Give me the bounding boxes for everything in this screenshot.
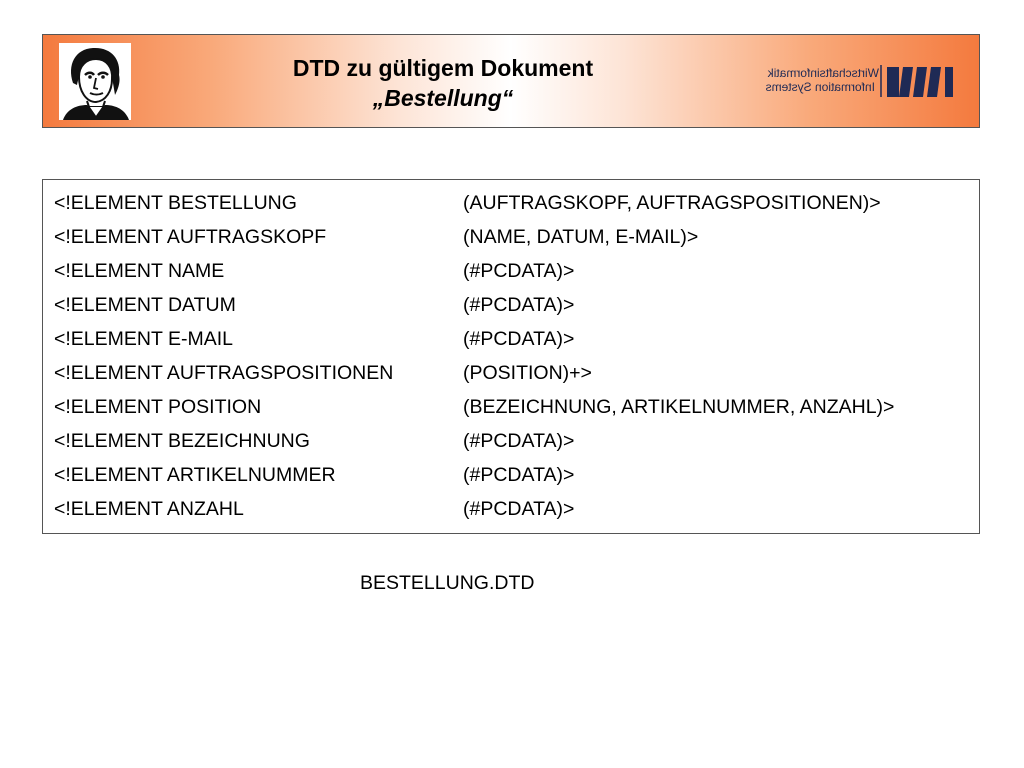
dtd-content-model: (#PCDATA)> [463,328,575,350]
dtd-content-model: (POSITION)+> [463,362,592,384]
wi-is-logo-icon [763,59,963,105]
file-name-label: BESTELLUNG.DTD [360,572,535,594]
dtd-element-declaration: <!ELEMENT NAME [54,260,225,282]
dtd-element-declaration: <!ELEMENT AUFTRAGSKOPF [54,226,327,248]
dtd-content-model: (#PCDATA)> [463,260,575,282]
slide-title-block [243,53,643,113]
logo-text-line2: Information Systems [765,80,875,94]
dtd-listing [42,179,980,534]
dtd-row [43,186,979,220]
dtd-element-declaration: <!ELEMENT BEZEICHNUNG [54,430,310,452]
dtd-row [43,220,979,254]
slide-title: DTD zu gültigem Dokument [292,55,594,81]
dtd-content-model: (AUFTRAGSKOPF, AUFTRAGSPOSITIONEN)> [463,192,881,214]
dtd-element-declaration: <!ELEMENT AUFTRAGSPOSITIONEN [54,362,394,384]
dtd-content-model: (BEZEICHNUNG, ARTIKELNUMMER, ANZAHL)> [463,396,895,418]
dtd-row [43,288,979,322]
header-banner [42,34,980,128]
dtd-content-model: (NAME, DATUM, E-MAIL)> [463,226,699,248]
dtd-row [43,356,979,390]
dtd-row [43,492,979,526]
dtd-row [43,254,979,288]
dtd-content-model: (#PCDATA)> [463,498,575,520]
dtd-row [43,390,979,424]
dtd-content-model: (#PCDATA)> [463,294,575,316]
dtd-element-declaration: <!ELEMENT ARTIKELNUMMER [54,464,336,486]
dtd-row [43,322,979,356]
dtd-row [43,424,979,458]
dtd-row [43,458,979,492]
dtd-content-model: (#PCDATA)> [463,430,575,452]
dtd-element-declaration: <!ELEMENT DATUM [54,294,236,316]
goethe-portrait-icon [59,43,131,120]
dtd-element-declaration: <!ELEMENT ANZAHL [54,498,244,520]
logo-text-line1: Wirtschaftsinformatik [767,66,879,80]
dtd-element-declaration: <!ELEMENT BESTELLUNG [54,192,297,214]
dtd-content-model: (#PCDATA)> [463,464,575,486]
dtd-element-declaration: <!ELEMENT POSITION [54,396,262,418]
slide-subtitle: „Bestellung“ [372,85,514,111]
dtd-element-declaration: <!ELEMENT E-MAIL [54,328,233,350]
